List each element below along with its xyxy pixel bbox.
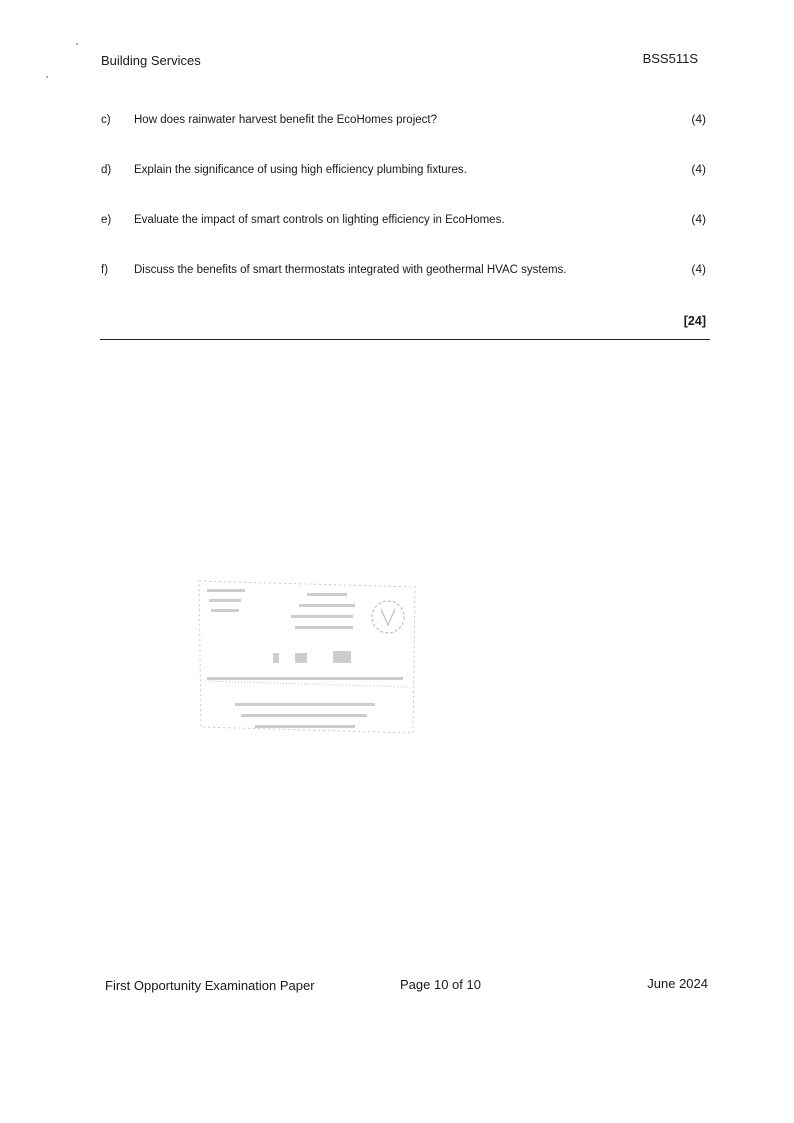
question-marks: (4) xyxy=(691,162,706,176)
official-stamp xyxy=(195,577,419,739)
footer-date: June 2024 xyxy=(647,976,708,991)
question-label: e) xyxy=(101,214,112,226)
course-title: Building Services xyxy=(101,53,201,68)
course-code: BSS511S xyxy=(642,51,698,66)
question-label: d) xyxy=(101,164,112,176)
question-label: f) xyxy=(101,264,109,276)
question-c xyxy=(101,114,709,132)
question-e xyxy=(101,214,709,232)
scan-speck xyxy=(46,76,48,78)
section-divider xyxy=(100,339,710,340)
question-marks: (4) xyxy=(691,262,706,276)
question-text: Evaluate the impact of smart controls on lighting efficiency in EcoHomes. xyxy=(134,214,505,226)
question-marks: (4) xyxy=(691,212,706,226)
footer-page-number: Page 10 of 10 xyxy=(400,977,481,992)
question-f xyxy=(101,264,709,282)
question-d xyxy=(101,164,709,182)
question-text: How does rainwater harvest benefit the EcoHomes project? xyxy=(134,114,437,126)
question-text: Discuss the benefits of smart thermostats integrated with geothermal HVAC systems. xyxy=(134,264,567,276)
question-label: c) xyxy=(101,114,111,126)
question-text: Explain the significance of using high efficiency plumbing fixtures. xyxy=(134,164,467,176)
total-marks: [24] xyxy=(683,314,706,328)
scan-speck xyxy=(76,43,78,45)
question-marks: (4) xyxy=(691,112,706,126)
footer-paper-type: First Opportunity Examination Paper xyxy=(105,978,315,993)
